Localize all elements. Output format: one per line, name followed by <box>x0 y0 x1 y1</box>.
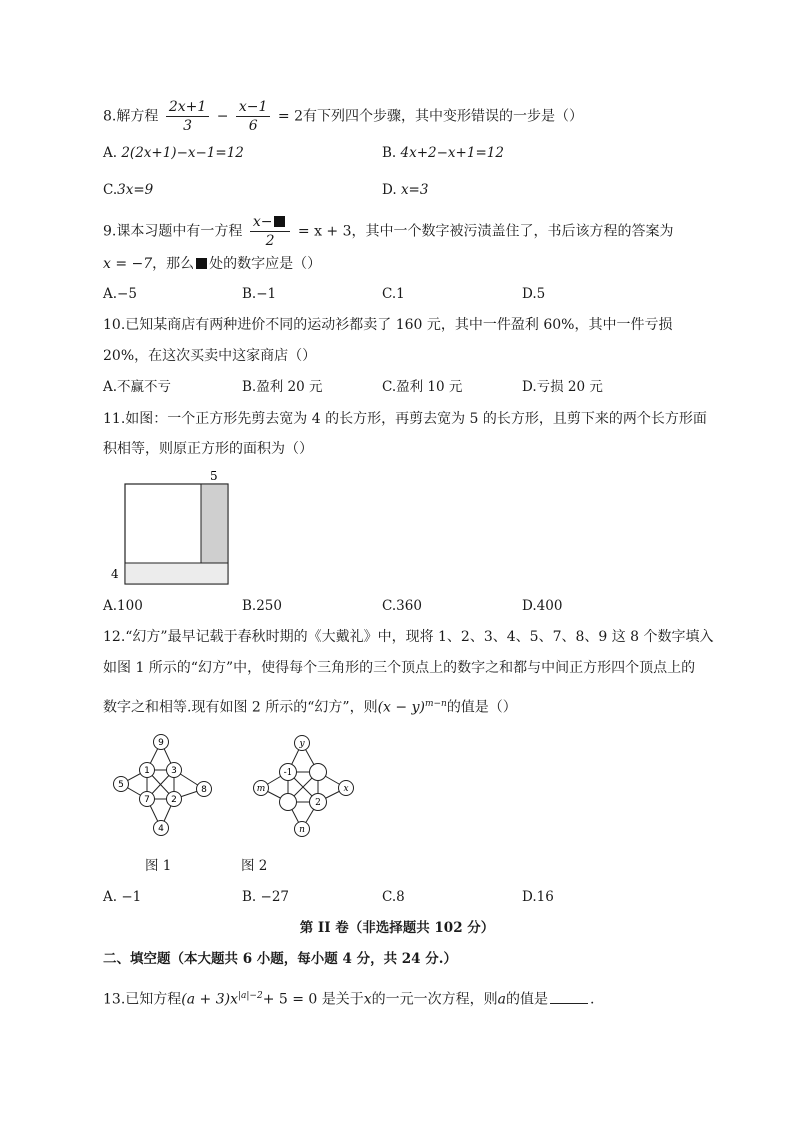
q13-stem: 13.已知方程$(a + 3)x^{|a|-2}+ 5 = 0$ 是关于x的一元一次方程，则a的值是 . <box>103 986 594 1010</box>
fig1-node-left: 5 <box>118 780 124 790</box>
q13-exponent: |a|−2 <box>237 991 263 1001</box>
q8-prefix: 8.解方程 <box>103 108 159 125</box>
q10-stem-line2: 20%，在这次买卖中这家商店（） <box>103 348 317 364</box>
q12-option-b: B. −27 <box>242 889 290 905</box>
q13-expression: (a + 3)x <box>181 991 238 1008</box>
magic-square-figure-1 <box>104 730 224 840</box>
q11-stem-line2: 积相等，则原正方形的面积为（） <box>103 441 313 457</box>
q9-option-d: D.5 <box>522 286 546 302</box>
q9-suffix: = x + 3，其中一个数字被污渍盖住了，书后该方程的答案为 <box>297 223 674 240</box>
q8-option-c: C.3x=9 <box>103 182 154 198</box>
cut-strip-width-4 <box>125 563 228 584</box>
q8-frac2-denominator: 6 <box>248 118 258 134</box>
q12-option-a: A. −1 <box>103 889 142 905</box>
fig1-node-bl: 7 <box>144 795 150 805</box>
q13-answer-blank[interactable] <box>550 989 588 1004</box>
fig2-node-tl: -1 <box>283 768 293 778</box>
q9-option-b: B.−1 <box>242 286 277 302</box>
q12-expression: (x − y) <box>377 699 425 716</box>
q11-square-figure <box>108 466 233 586</box>
q10-stem-line1: 10.已知某商店有两种进价不同的运动衫都卖了 160 元，其中一件盈利 60%，其中一件亏损 <box>103 317 673 333</box>
q9-option-c: C.1 <box>382 286 405 302</box>
q8-option-b: B. 4x+2−x+1=12 <box>382 145 504 161</box>
fig2-node-br: 2 <box>315 798 321 808</box>
q9-frac-denominator: 2 <box>265 233 275 249</box>
fig2-node-right: x <box>343 784 349 794</box>
q8-frac1-denominator: 3 <box>183 118 192 134</box>
fig1-node-tr: 3 <box>171 766 177 776</box>
fig1-node-br: 2 <box>171 795 177 805</box>
q9-stem <box>103 213 674 250</box>
q11-stem-line1: 11.如图：一个正方形先剪去宽为 4 的长方形，再剪去宽为 5 的长方形，且剪下来的两个长方形面 <box>103 411 707 427</box>
q10-option-a: A.不赢不亏 <box>103 379 172 395</box>
magic-square-figure-2 <box>248 730 368 840</box>
fig1-node-right: 8 <box>201 785 207 795</box>
q11-option-c: C.360 <box>382 598 422 614</box>
q8-option-d: D. x=3 <box>382 182 429 198</box>
q11-option-b: B.250 <box>242 598 282 614</box>
fig1-node-top: 9 <box>158 738 164 748</box>
q11-option-d: D.400 <box>522 598 563 614</box>
q11-option-a: A.100 <box>103 598 143 614</box>
fig1-node-tl: 1 <box>144 766 150 776</box>
label-4: 4 <box>111 567 119 581</box>
q10-option-d: D.亏损 20 元 <box>522 379 603 395</box>
label-5: 5 <box>210 469 218 483</box>
ink-blot-icon <box>196 258 207 269</box>
q12-option-d: D.16 <box>522 889 554 905</box>
fig2-node-left: m <box>256 784 266 794</box>
q9-prefix: 9.课本习题中有一方程 <box>103 223 243 240</box>
q10-option-c: C.盈利 10 元 <box>382 379 463 395</box>
section-2-title: 二、填空题（本大题共 6 小题，每小题 4 分，共 24 分.） <box>103 951 457 967</box>
q12-option-c: C.8 <box>382 889 405 905</box>
q9-frac-numerator: x− <box>250 213 291 232</box>
q8-stem <box>103 98 583 135</box>
cut-strip-width-5 <box>201 484 228 563</box>
q8-frac2-numerator: x−1 <box>236 98 271 117</box>
fig1-node-bottom: 4 <box>158 824 164 834</box>
q9-option-a: A.−5 <box>103 286 137 302</box>
q12-stem-line3: 数字之和相等.现有如图 2 所示的“幻方”，则$(x - y)^{m-n}$的值是（） <box>103 699 517 716</box>
q12-exponent: m−n <box>424 699 447 709</box>
q9-answer: x = −7 <box>103 256 153 272</box>
q12-stem-line1: 12.“幻方”最早记载于春秋时期的《大戴礼》中，现将 1、2、3、4、5、7、8、9 这 8 个数字填入 <box>103 629 714 645</box>
q8-frac1-numerator: 2x+1 <box>166 98 209 117</box>
q9-fraction <box>250 213 291 250</box>
q8-fraction-2 <box>236 98 271 135</box>
ink-blot-icon <box>274 216 285 227</box>
fig2-node-bottom: n <box>299 825 305 835</box>
q9-stem-line2: x = −7，那么 处的数字应是（） <box>103 256 322 272</box>
q8-suffix: = 2有下列四个步骤，其中变形错误的一步是（） <box>277 108 583 125</box>
part-2-title: 第 II 卷（非选择题共 102 分） <box>299 920 495 936</box>
q12-stem-line2: 如图 1 所示的“幻方”中，使得每个三角形的三个顶点上的数字之和都与中间正方形四个顶点上的 <box>103 660 696 676</box>
q10-option-b: B.盈利 20 元 <box>242 379 323 395</box>
fig1-caption: 图 1 <box>145 858 172 874</box>
fig2-node-top: y <box>299 739 305 749</box>
q8-minus: − <box>216 108 229 125</box>
q8-fraction-1 <box>166 98 209 135</box>
fig2-caption: 图 2 <box>241 858 268 874</box>
q8-option-a: A. 2(2x+1)−x−1=12 <box>103 145 244 161</box>
